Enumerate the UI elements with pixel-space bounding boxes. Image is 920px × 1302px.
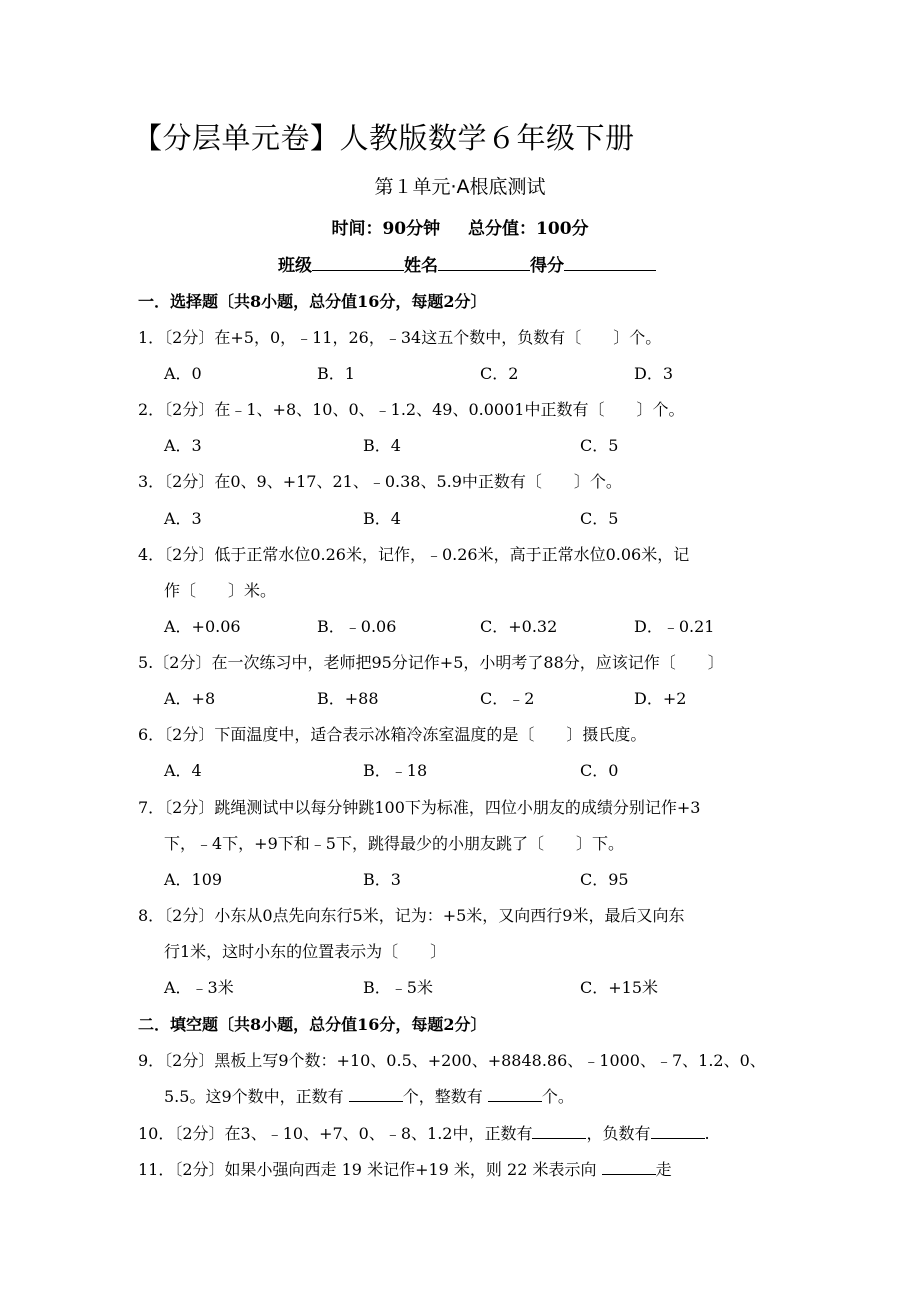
class-label: 班级 — [278, 256, 312, 276]
total-score: 总分值：100分 — [468, 219, 589, 239]
option-b[interactable]: B．3 — [363, 870, 401, 889]
question-text: 4．〔2分〕低于正常水位0.26米，记作，﹣0.26米，高于正常水位0.06米，记 — [138, 545, 690, 564]
question-text: 11．〔2分〕如果小强向西走 19 米记作+19 米，则 22 米表示向 — [138, 1160, 597, 1179]
question-5 — [138, 650, 724, 673]
option-a[interactable]: A．﹣3米 — [164, 978, 234, 997]
option-c[interactable]: C．95 — [580, 870, 629, 889]
option-b[interactable]: B．1 — [317, 364, 355, 383]
option-a[interactable]: A．3 — [164, 436, 202, 455]
section-heading-choice: 一．选择题〔共8小题，总分值16分，每题2分〕 — [138, 292, 487, 311]
answer-blank[interactable] — [602, 1160, 656, 1175]
option-c[interactable]: C．+15米 — [580, 978, 659, 997]
question-text: 3．〔2分〕在0、9、+17、21、﹣0.38、5.9中正数有〔 〕个。 — [138, 472, 622, 491]
name-blank[interactable] — [438, 254, 530, 271]
option-c[interactable]: C．5 — [580, 509, 619, 528]
answer-blank[interactable] — [488, 1087, 542, 1102]
option-c[interactable]: C．﹣2 — [480, 689, 535, 708]
text-part: ，负数有 — [586, 1124, 651, 1143]
question-4 — [138, 542, 689, 601]
student-info-line — [278, 251, 656, 276]
text-part: . — [704, 1124, 710, 1143]
option-b[interactable]: B．﹣5米 — [363, 978, 433, 997]
question-3 — [138, 469, 622, 492]
option-c[interactable]: C．0 — [580, 761, 619, 780]
text-part: 走 — [655, 1160, 672, 1179]
answer-blank[interactable] — [651, 1124, 705, 1139]
time-score-line — [0, 214, 920, 239]
score-blank[interactable] — [564, 254, 656, 271]
section-heading-fill: 二．填空题〔共8小题，总分值16分，每题2分〕 — [138, 1015, 487, 1034]
question-9 — [138, 1048, 766, 1107]
question-text-continued: 下，﹣4下，+9下和﹣5下，跳得最少的小朋友跳了〔 〕下。 — [164, 834, 624, 853]
option-a[interactable]: A．4 — [164, 761, 202, 780]
option-a[interactable]: A．109 — [164, 870, 223, 889]
question-text: 8．〔2分〕小东从0点先向东行5米，记为：+5米，又向西行9米，最后又向东 — [138, 906, 685, 925]
option-b[interactable]: B．+88 — [317, 689, 379, 708]
question-text-continued: 行1米，这时小东的位置表示为〔 〕 — [164, 942, 447, 961]
option-c[interactable]: C．2 — [480, 364, 519, 383]
answer-blank[interactable] — [349, 1087, 403, 1102]
document-title: 【分层单元卷】人教版数学６年级下册 — [133, 121, 635, 155]
question-8 — [138, 903, 685, 962]
option-b[interactable]: B．﹣18 — [363, 761, 428, 780]
question-6 — [138, 722, 646, 745]
option-d[interactable]: D．3 — [634, 364, 674, 383]
question-text: 1．〔2分〕在+5，0，﹣11，26，﹣34这五个数中，负数有〔 〕个。 — [138, 328, 662, 347]
question-7 — [138, 795, 701, 854]
answer-blank[interactable] — [532, 1124, 586, 1139]
class-blank[interactable] — [312, 254, 404, 271]
option-d[interactable]: D．+2 — [634, 689, 687, 708]
question-text: 6．〔2分〕下面温度中，适合表示冰箱冷冻室温度的是〔 〕摄氏度。 — [138, 725, 647, 744]
option-b[interactable]: B．4 — [363, 509, 401, 528]
question-2 — [138, 397, 684, 420]
question-text: 10．〔2分〕在3、﹣10、+7、0、﹣8、1.2中，正数有 — [138, 1124, 533, 1143]
question-text-continued: 作〔 〕米。 — [164, 581, 277, 600]
question-1 — [138, 325, 661, 348]
name-label: 姓名 — [404, 256, 438, 276]
question-text: 7．〔2分〕跳绳测试中以每分钟跳100下为标准，四位小朋友的成绩分别记作+3 — [138, 798, 701, 817]
option-b[interactable]: B．﹣0.06 — [317, 617, 397, 636]
score-label: 得分 — [530, 256, 564, 276]
unit-subtitle: 第１单元·A根底测试 — [374, 176, 546, 198]
option-a[interactable]: A．+8 — [164, 689, 216, 708]
question-text-continued — [138, 1084, 766, 1107]
question-11 — [138, 1157, 672, 1180]
question-text: 9．〔2分〕黑板上写9个数：+10、0.5、+200、+8848.86、﹣1000、﹣7、1.2、0、 — [138, 1051, 766, 1070]
option-c[interactable]: C．+0.32 — [480, 617, 558, 636]
question-text: 2．〔2分〕在﹣1、+8、10、0、﹣1.2、49、0.0001中正数有〔 〕个。 — [138, 400, 685, 419]
option-d[interactable]: D．﹣0.21 — [634, 617, 715, 636]
option-c[interactable]: C．5 — [580, 436, 619, 455]
text-part: 个，整数有 — [402, 1087, 483, 1106]
option-a[interactable]: A．+0.06 — [164, 617, 241, 636]
option-a[interactable]: A．0 — [164, 364, 202, 383]
text-part: 5.5。这9个数中，正数有 — [164, 1087, 344, 1106]
question-10 — [138, 1121, 710, 1144]
option-b[interactable]: B．4 — [363, 436, 401, 455]
option-a[interactable]: A．3 — [164, 509, 202, 528]
question-text: 5.〔2分〕在一次练习中，老师把95分记作+5，小明考了88分，应该记作〔 〕 — [138, 653, 724, 672]
text-part: 个。 — [541, 1087, 574, 1106]
time-limit: 时间：90分钟 — [331, 219, 441, 239]
